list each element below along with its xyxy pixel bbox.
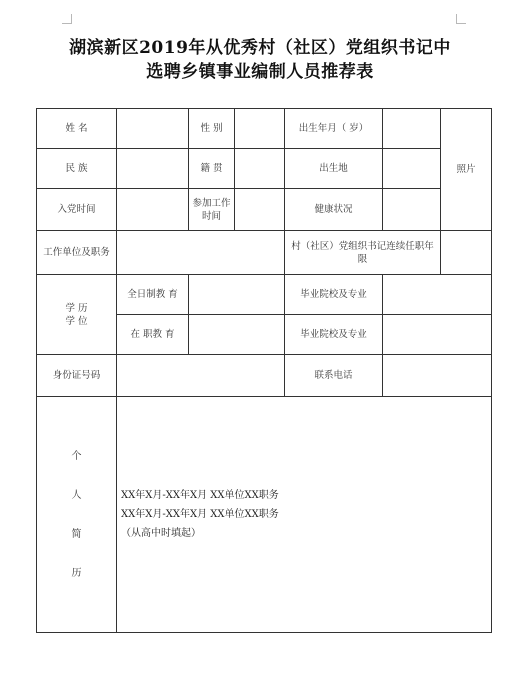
fulltime-school-major-field[interactable]: [383, 275, 492, 315]
native-place-field[interactable]: [235, 149, 285, 189]
work-start-date-field[interactable]: [235, 189, 285, 231]
degree-label: 学 位: [65, 315, 88, 327]
party-join-date-field[interactable]: [117, 189, 189, 231]
id-number-field[interactable]: [117, 355, 285, 397]
inservice-school-major-label: 毕业院校及专业: [285, 315, 383, 355]
fulltime-education-field[interactable]: [189, 275, 285, 315]
birth-date-label: 出生年月（ 岁）: [285, 109, 383, 149]
birth-date-field[interactable]: [383, 109, 441, 149]
inservice-education-field[interactable]: [189, 315, 285, 355]
birthplace-label: 出生地: [285, 149, 383, 189]
gender-field[interactable]: [235, 109, 285, 149]
fulltime-school-major-label: 毕业院校及专业: [285, 275, 383, 315]
recommendation-form-table: [36, 108, 492, 633]
birthplace-field[interactable]: [383, 149, 441, 189]
photo-box: 照片: [441, 109, 492, 231]
page-corner-mark-top-left: [62, 14, 72, 24]
inservice-school-major-field[interactable]: [383, 315, 492, 355]
resume-line: XX年X月-XX年X月 XX单位XX职务: [121, 509, 279, 520]
id-number-label: 身份证号码: [37, 355, 117, 397]
resume-label-char-2: 人: [71, 489, 82, 501]
resume-label: [37, 397, 117, 633]
phone-label: 联系电话: [285, 355, 383, 397]
party-join-date-label: 入党时间: [37, 189, 117, 231]
resume-label-char-3: 简: [71, 528, 82, 540]
native-place-label: 籍 贯: [189, 149, 235, 189]
document-title-line-2: 选聘乡镇事业编制人员推荐表: [146, 62, 374, 82]
workplace-position-field[interactable]: [117, 231, 285, 275]
resume-label-char-1: 个: [71, 450, 82, 462]
health-status-label: 健康状况: [285, 189, 383, 231]
ethnicity-label: 民 族: [37, 149, 117, 189]
secretary-tenure-label: 村（社区）党组织书记连续任职年限: [285, 231, 441, 275]
work-start-date-label: 参加工作时间: [189, 189, 235, 231]
secretary-tenure-field[interactable]: [441, 231, 492, 275]
phone-field[interactable]: [383, 355, 492, 397]
name-field[interactable]: [117, 109, 189, 149]
document-title-line-1: 湖滨新区2019年从优秀村（社区）党组织书记中: [69, 38, 451, 58]
resume-note: （从高中时填起）: [121, 528, 201, 539]
gender-label: 性 别: [189, 109, 235, 149]
resume-line: XX年X月-XX年X月 XX单位XX职务: [121, 490, 279, 501]
fulltime-education-label: 全日制教 育: [117, 275, 189, 315]
resume-label-char-4: 历: [71, 567, 82, 579]
workplace-position-label: 工作单位及职务: [37, 231, 117, 275]
education-degree-label: [37, 275, 117, 355]
resume-field[interactable]: [117, 397, 492, 633]
name-label: 姓 名: [37, 109, 117, 149]
page-corner-mark-top-right: [456, 14, 466, 24]
inservice-education-label: 在 职教 育: [117, 315, 189, 355]
ethnicity-field[interactable]: [117, 149, 189, 189]
education-label: 学 历: [65, 302, 88, 314]
health-status-field[interactable]: [383, 189, 441, 231]
